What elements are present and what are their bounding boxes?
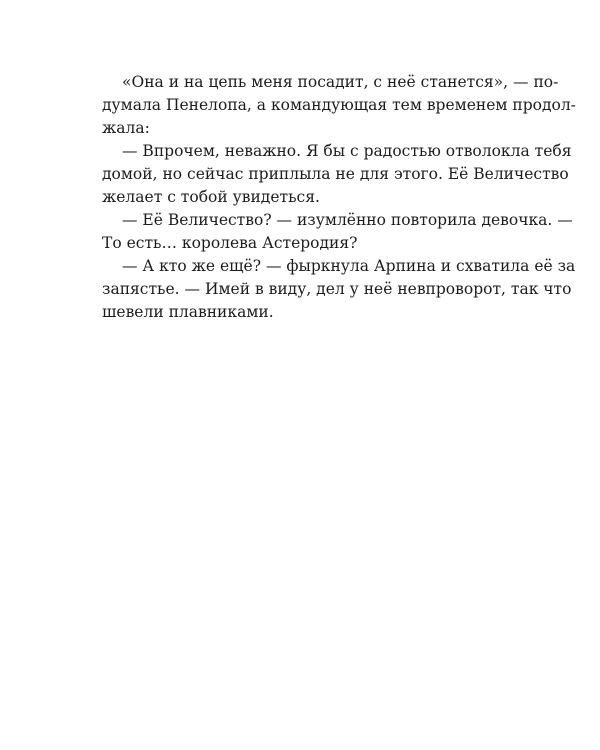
text-line: запястье. — Имей в виду, дел у неё невпроворот, так что (102, 280, 572, 298)
text-line: домой, но сейчас приплыла не для этого. Её Величество (102, 165, 569, 183)
text-line: То есть… королева Астеродия? (102, 234, 358, 252)
text-line: — А кто же ещё? — фыркнула Арпина и схватила её за (122, 257, 576, 275)
text-line: жала: (102, 119, 150, 137)
body-text (102, 71, 576, 324)
text-line: думала Пенелопа, а командующая тем временем продол- (102, 96, 576, 114)
text-line: «Она и на цепь меня посадит, с неё станется», — по- (122, 73, 559, 91)
text-line: — Её Величество? — изумлённо повторила девочка. — (122, 211, 573, 229)
text-line: желает с тобой увидеться. (102, 188, 320, 206)
text-line: шевели плавниками. (102, 303, 274, 321)
text-line: — Впрочем, неважно. Я бы с радостью отволокла тебя (122, 142, 572, 160)
